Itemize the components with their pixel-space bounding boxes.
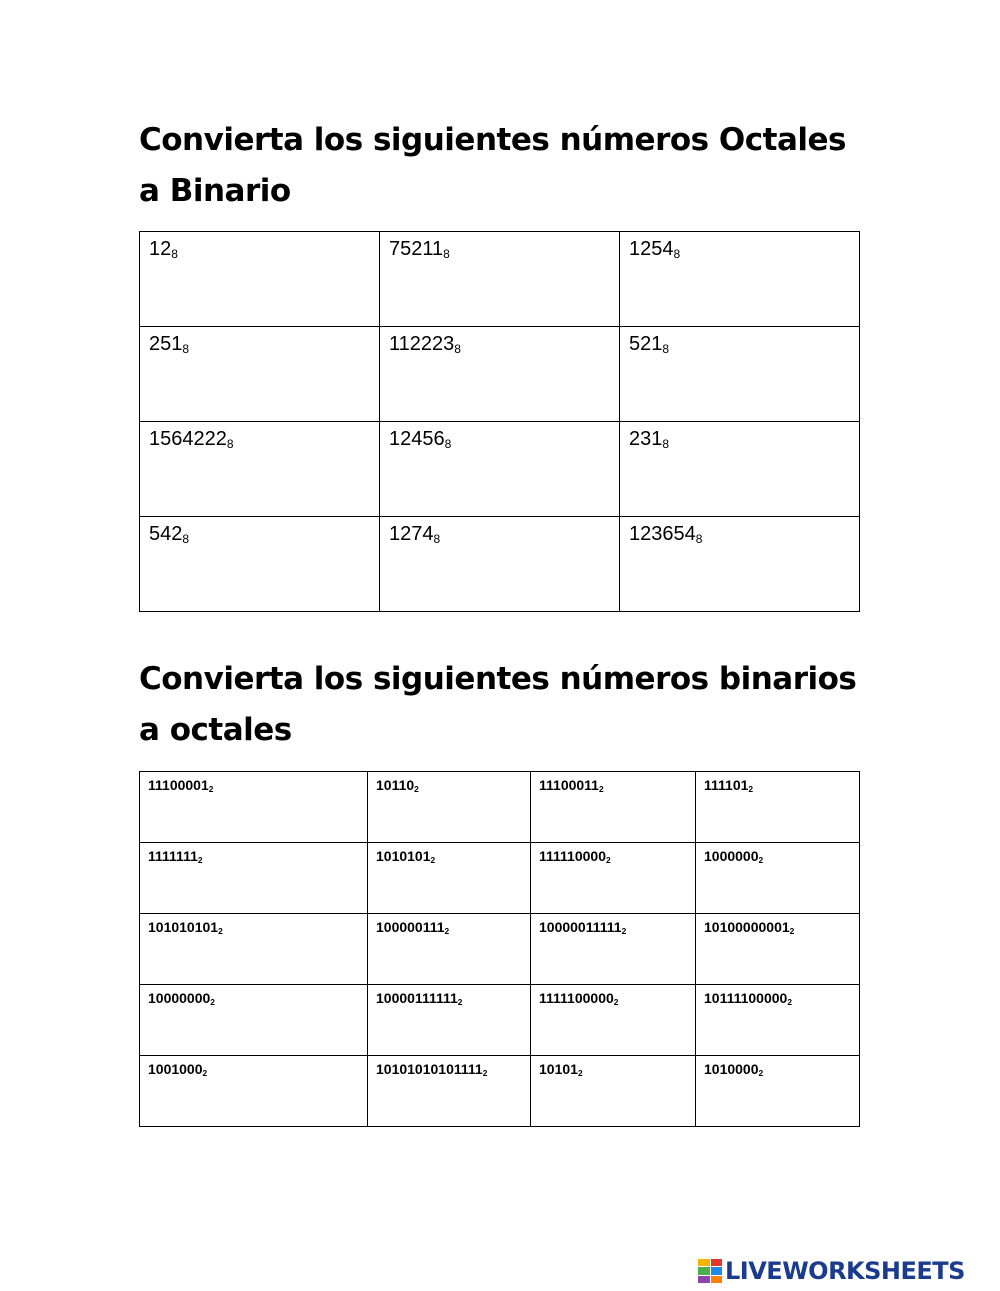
number-base: 2 [414, 784, 419, 795]
binary-cell [368, 843, 531, 914]
number-value: 542 [149, 523, 183, 545]
binary-cell [531, 772, 696, 843]
number-value: 1564222 [149, 428, 227, 450]
number-base: 2 [606, 855, 611, 866]
number-value: 10100000001 [704, 919, 790, 935]
number-base: 8 [662, 342, 670, 356]
octal-cell [620, 327, 860, 422]
number-value: 231 [629, 428, 663, 450]
number-value: 12456 [389, 428, 445, 450]
number-value: 100000111 [376, 919, 445, 935]
number-base: 2 [621, 926, 627, 937]
binary-row [140, 1056, 860, 1127]
number-value: 10000000 [148, 990, 211, 1006]
number-base: 2 [598, 784, 604, 795]
number-value: 10111100000 [704, 990, 788, 1006]
number-value: 101010101 [148, 919, 219, 935]
number-value: 111101 [704, 777, 749, 793]
number-value: 123654 [629, 523, 696, 545]
number-value: 111110000 [539, 848, 606, 864]
number-base: 8 [673, 247, 681, 261]
number-base: 2 [430, 855, 436, 866]
binary-cell [696, 1056, 860, 1127]
number-base: 2 [748, 784, 754, 795]
binary-cell [368, 772, 531, 843]
number-value: 1111100000 [539, 990, 614, 1006]
number-value: 1010101 [376, 848, 431, 864]
octal-cell [620, 232, 860, 327]
binary-cell [368, 914, 531, 985]
binary-cell [140, 772, 368, 843]
binary-cell [140, 914, 368, 985]
binary-cell [531, 914, 696, 985]
number-value: 10101010101111 [376, 1061, 483, 1077]
number-base: 2 [789, 926, 795, 937]
octal-cell [620, 517, 860, 612]
binary-cell [368, 1056, 531, 1127]
octal-cell [140, 422, 380, 517]
section-title-binary-to-octal: Convierta los siguientes números binarios a octales [139, 661, 857, 748]
number-base: 2 [758, 855, 764, 866]
logo-square [711, 1267, 723, 1274]
binary-cell [531, 985, 696, 1056]
number-base: 8 [182, 342, 190, 356]
number-base: 8 [662, 437, 670, 451]
number-value: 10110 [376, 777, 415, 793]
section-title-octal-to-binary: Convierta los siguientes números Octales a Binario [139, 122, 846, 209]
logo-icon [698, 1259, 722, 1283]
number-base: 2 [218, 926, 223, 937]
number-base: 2 [482, 1068, 488, 1079]
binary-numbers-table [139, 771, 860, 1127]
binary-cell [696, 843, 860, 914]
binary-cell [140, 843, 368, 914]
number-base: 8 [454, 342, 461, 356]
liveworksheets-logo [698, 1258, 965, 1284]
number-base: 8 [171, 247, 178, 261]
number-value: 10000011111 [539, 919, 622, 935]
logo-square [711, 1276, 723, 1283]
number-value: 10000111111 [376, 990, 458, 1006]
number-base: 8 [433, 532, 441, 546]
binary-row [140, 772, 860, 843]
number-value: 251 [149, 333, 183, 355]
binary-cell [140, 1056, 368, 1127]
number-value: 10101 [539, 1061, 578, 1077]
number-value: 11100001 [148, 777, 209, 793]
number-value: 75211 [389, 238, 444, 260]
logo-text: LIVEWORKSHEETS [725, 1257, 965, 1285]
number-base: 2 [758, 1068, 764, 1079]
number-value: 1254 [629, 238, 674, 260]
binary-cell [696, 914, 860, 985]
octal-cell [380, 327, 620, 422]
number-value: 11100011 [539, 777, 599, 793]
octal-cell [620, 422, 860, 517]
logo-square [711, 1259, 723, 1266]
binary-cell [368, 985, 531, 1056]
binary-row [140, 843, 860, 914]
logo-square [698, 1267, 710, 1274]
number-base: 8 [443, 247, 450, 261]
binary-cell [140, 985, 368, 1056]
number-base: 8 [695, 532, 703, 546]
number-value: 12 [149, 238, 172, 260]
number-value: 1001000 [148, 1061, 203, 1077]
octal-row [140, 327, 860, 422]
number-value: 521 [629, 333, 663, 355]
number-base: 8 [444, 437, 452, 451]
number-base: 2 [787, 997, 793, 1008]
octal-numbers-table [139, 231, 860, 612]
binary-cell [696, 985, 860, 1056]
number-value: 112223 [389, 333, 455, 355]
binary-cell [531, 1056, 696, 1127]
number-value: 1010000 [704, 1061, 759, 1077]
binary-row [140, 985, 860, 1056]
binary-cell [531, 843, 696, 914]
octal-cell [140, 232, 380, 327]
number-base: 2 [197, 855, 203, 866]
octal-cell [380, 517, 620, 612]
number-base: 2 [208, 784, 214, 795]
binary-row [140, 914, 860, 985]
number-value: 1000000 [704, 848, 759, 864]
number-base: 2 [457, 997, 463, 1008]
logo-square [698, 1276, 710, 1283]
octal-cell [380, 232, 620, 327]
logo-square [698, 1259, 710, 1266]
octal-row [140, 422, 860, 517]
number-base: 2 [444, 926, 450, 937]
number-value: 1274 [389, 523, 434, 545]
octal-cell [140, 517, 380, 612]
number-base: 2 [202, 1068, 208, 1079]
octal-row [140, 517, 860, 612]
octal-cell [380, 422, 620, 517]
octal-cell [140, 327, 380, 422]
number-base: 2 [577, 1068, 583, 1079]
number-base: 8 [226, 437, 234, 451]
number-value: 1111111 [148, 848, 198, 864]
number-base: 2 [210, 997, 215, 1008]
number-base: 2 [613, 997, 619, 1008]
number-base: 8 [182, 532, 190, 546]
binary-cell [696, 772, 860, 843]
octal-row [140, 232, 860, 327]
